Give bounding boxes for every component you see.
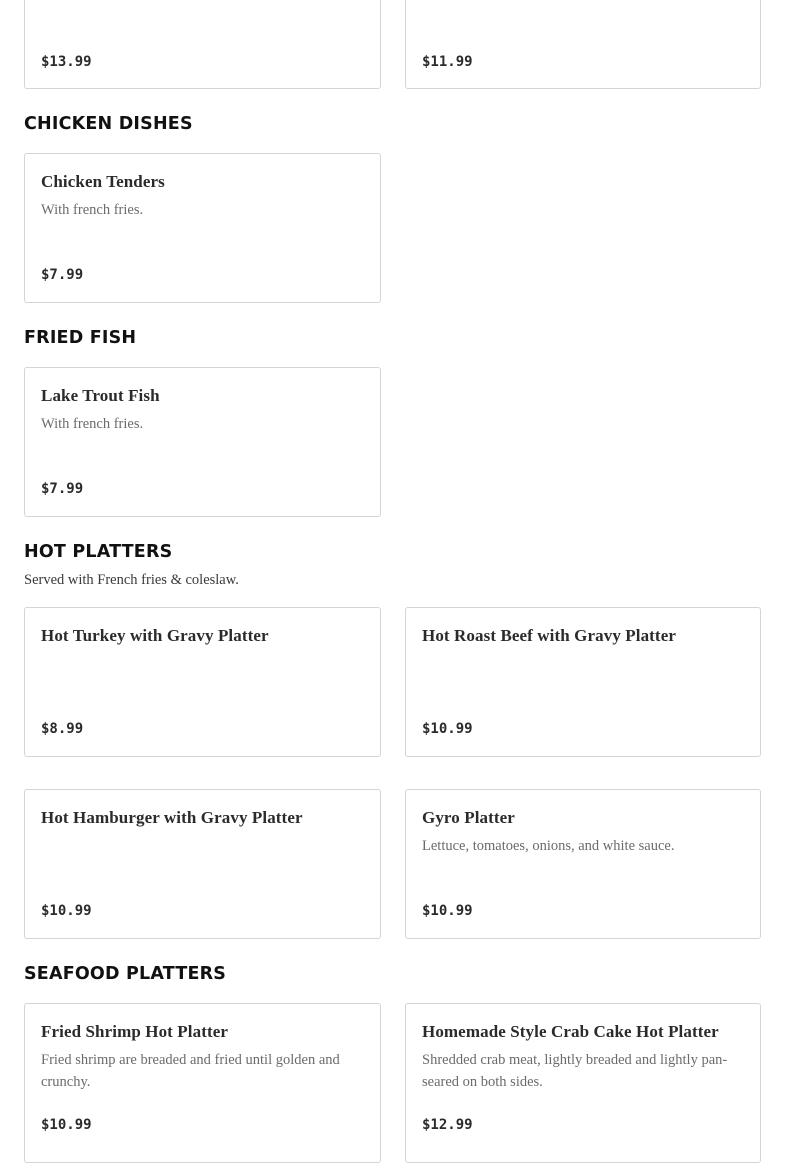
item-price: $7.99 [41, 267, 84, 283]
item-price: $7.99 [41, 481, 84, 497]
section-subtitle: Served with French fries & coleslaw. [24, 572, 239, 588]
item-price: $12.99 [422, 1117, 473, 1133]
item-description: With french fries. [41, 202, 144, 218]
item-name: Lake Trout Fish [41, 386, 160, 405]
item-name: Chicken Tenders [41, 172, 165, 191]
section-title-chicken-dishes: CHICKEN DISHES [24, 114, 193, 134]
item-name: Hot Hamburger with Gravy Platter [41, 808, 303, 827]
menu-item-card[interactable] [405, 607, 761, 757]
item-name: Hot Roast Beef with Gravy Platter [422, 626, 676, 645]
section-title-hot-platters: HOT PLATTERS [24, 542, 173, 562]
item-description: Lettuce, tomatoes, onions, and white sauce. [422, 838, 675, 854]
menu-item-card[interactable] [24, 367, 381, 517]
item-price: $10.99 [422, 903, 473, 919]
item-price: $13.99 [41, 54, 92, 70]
menu-item-card[interactable] [405, 789, 761, 939]
item-name: Hot Turkey with Gravy Platter [41, 626, 269, 645]
item-description: Fried shrimp are breaded and fried until golden and crunchy. [41, 1052, 340, 1090]
menu-item-card[interactable] [405, 0, 761, 89]
item-price: $10.99 [41, 1117, 92, 1133]
item-price: $10.99 [422, 721, 473, 737]
item-name: Fried Shrimp Hot Platter [41, 1022, 229, 1041]
section-title-fried-fish: FRIED FISH [24, 328, 137, 348]
menu-item-card[interactable] [24, 607, 381, 757]
section-title-seafood-platters: SEAFOOD PLATTERS [24, 964, 227, 984]
menu-item-card[interactable] [24, 1003, 381, 1163]
item-name: Homemade Style Crab Cake Hot Platter [422, 1022, 719, 1041]
menu-item-card[interactable] [24, 789, 381, 939]
item-price: $8.99 [41, 721, 84, 737]
menu-item-card[interactable] [24, 0, 381, 89]
item-description: With french fries. [41, 416, 144, 432]
menu-item-card[interactable] [24, 153, 381, 303]
menu-item-card[interactable] [405, 1003, 761, 1163]
item-price: $11.99 [422, 54, 473, 70]
item-name: Gyro Platter [422, 808, 515, 827]
item-description: Shredded crab meat, lightly breaded and lightly pan-seared on both sides. [422, 1052, 728, 1090]
item-price: $10.99 [41, 903, 92, 919]
